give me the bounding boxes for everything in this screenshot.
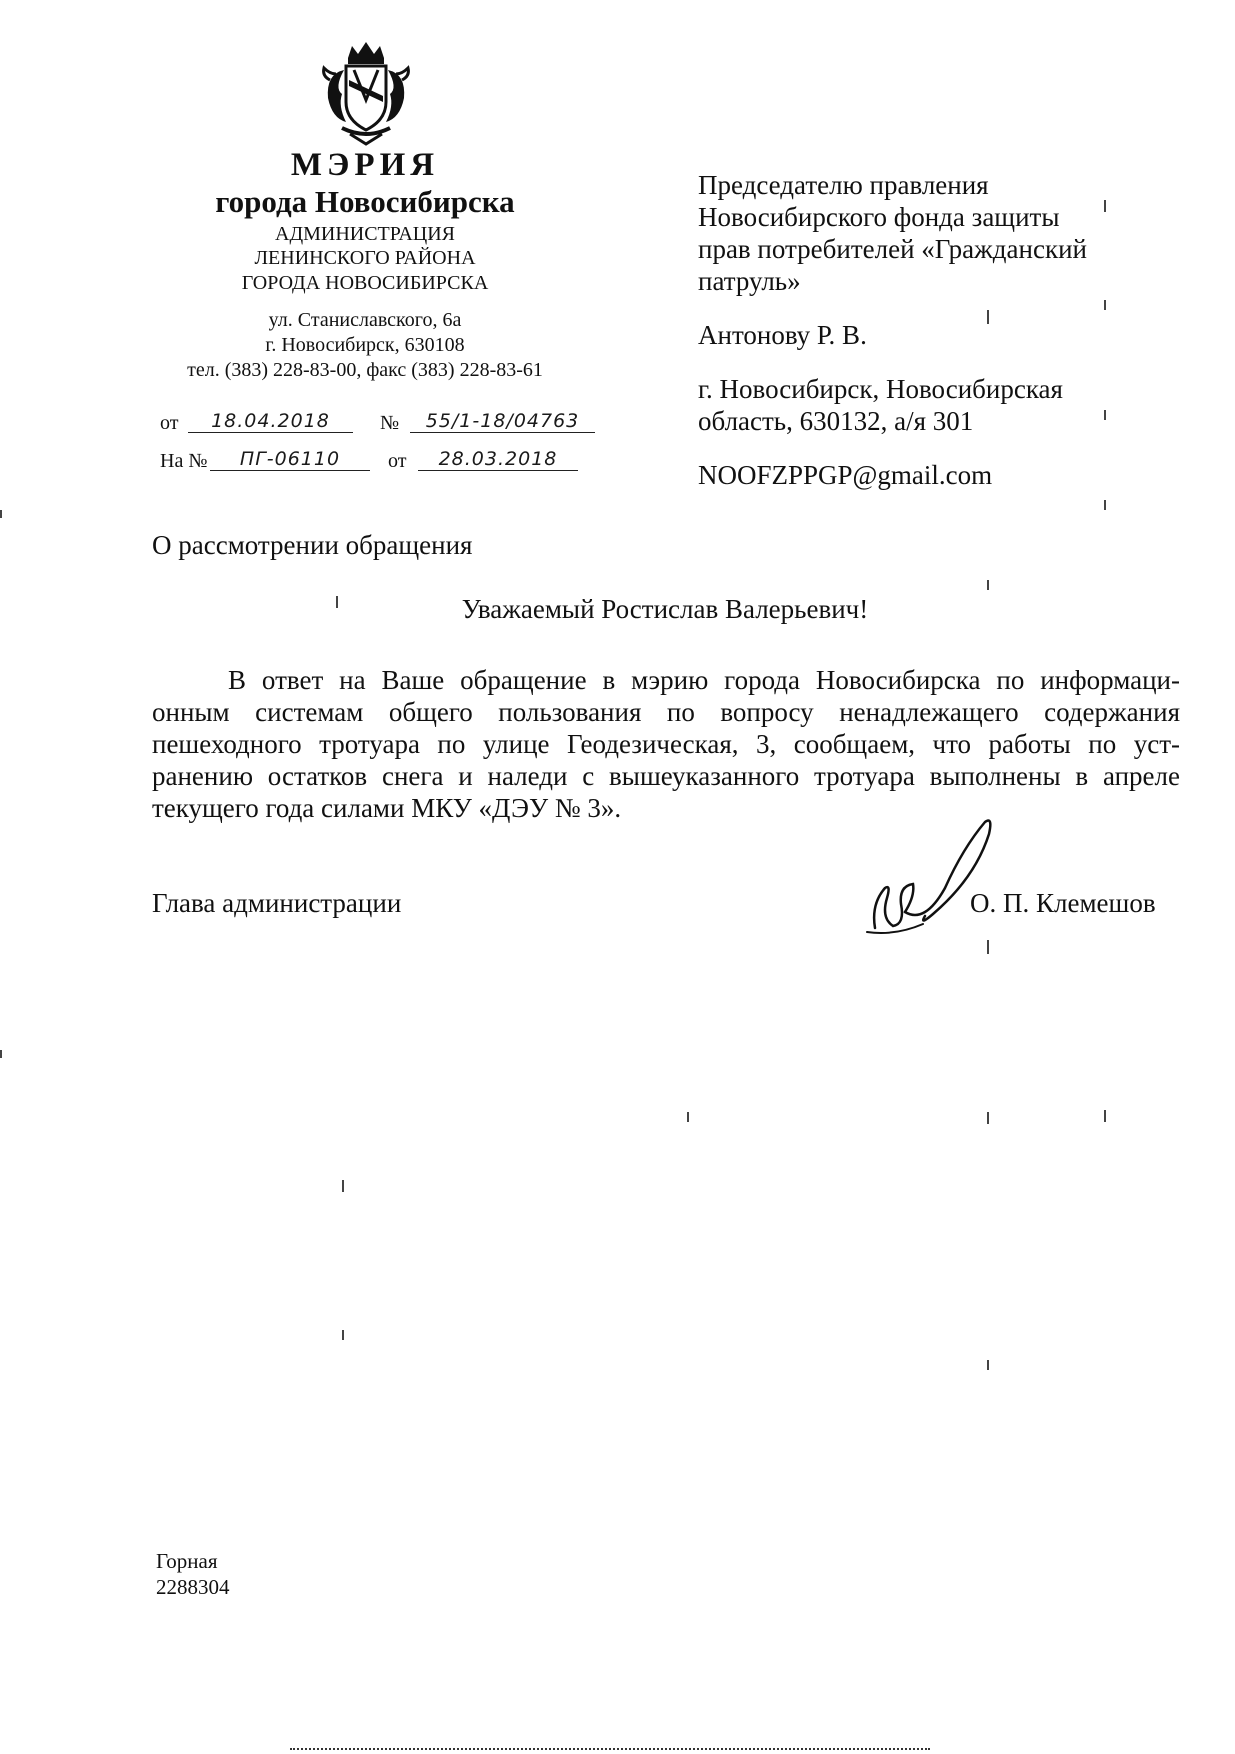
signature-position: Глава администрации <box>152 888 402 918</box>
recipient-name: Антонову Р. В. <box>698 320 867 350</box>
admin-line-3: ГОРОДА НОВОСИБИРСКА <box>241 272 489 294</box>
recipient-address-line-2: область, 630132, а/я 301 <box>698 406 974 436</box>
recipient-line-2: Новосибирского фонда защиты <box>698 202 1060 232</box>
admin-line-2: ЛЕНИНСКОГО РАЙОНА <box>254 247 476 269</box>
address-line-2: г. Новосибирск, 630108 <box>265 334 465 356</box>
executor-phone: 2288304 <box>156 1575 230 1599</box>
ref-number: ПГ-06110 <box>210 448 370 471</box>
recipient-line-1: Председателю правления <box>698 170 989 200</box>
greeting: Уважаемый Ростислав Валерьевич! <box>461 594 869 624</box>
date-value: 18.04.2018 <box>188 410 353 433</box>
ref-label: На № <box>160 450 208 472</box>
subject-line: О рассмотрении обращения <box>152 530 473 560</box>
body-line-1: В ответ на Ваше обращение в мэрию города Новосибирска по информаци- <box>228 665 1180 695</box>
phone-line: тел. (383) 228-83-00, факс (383) 228-83-61 <box>187 359 543 381</box>
number-value: 55/1-18/04763 <box>410 410 595 433</box>
body-line-2: онным системам общего пользования по вопросу ненадлежащего содержания <box>152 697 1180 727</box>
recipient-line-3: прав потребителей «Гражданский <box>698 234 1087 264</box>
signatory-name: О. П. Клемешов <box>970 888 1156 918</box>
address-line-1: ул. Станиславского, 6а <box>268 309 462 331</box>
body-line-4: ранению остатков снега и наледи с вышеуказанного тротуара выполнены в апреле <box>152 761 1180 791</box>
coat-of-arms-icon <box>316 40 416 146</box>
ref-date-label: от <box>388 450 407 472</box>
org-city: города Новосибирска <box>215 184 515 219</box>
executor-name: Горная <box>156 1549 218 1573</box>
ref-date: 28.03.2018 <box>418 448 578 471</box>
date-label: от <box>160 412 179 434</box>
body-line-3: пешеходного тротуара по улице Геодезическая, 3, сообщаем, что работы по уст- <box>152 729 1180 759</box>
admin-line-1: АДМИНИСТРАЦИЯ <box>275 223 455 245</box>
recipient-email: NOOFZPPGP@gmail.com <box>698 460 993 490</box>
body-line-5: текущего года силами МКУ «ДЭУ № 3». <box>152 793 622 823</box>
recipient-line-4: патруль» <box>698 266 801 296</box>
number-label: № <box>380 412 400 434</box>
recipient-address-line-1: г. Новосибирск, Новосибирская <box>698 374 1063 404</box>
org-title: МЭРИЯ <box>290 147 440 183</box>
